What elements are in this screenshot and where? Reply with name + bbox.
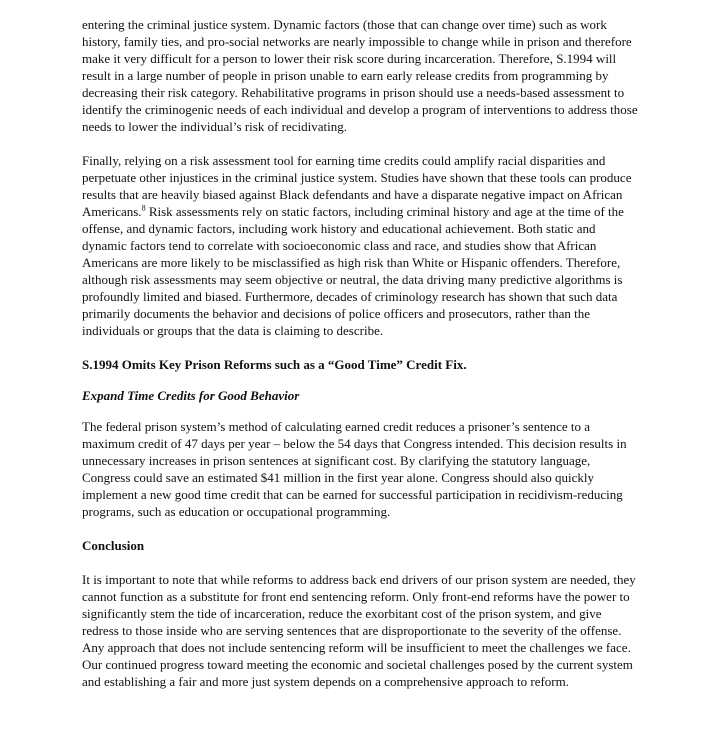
paragraph-conclusion: It is important to note that while reforms to address back end drivers of our prison system are needed, they cannot function as a substitute for front end sentencing reform. Only front-end reforms have the power to significantly stem the tide of incarceration, reduce the exorbitant cost of the prison system, and give redress to those inside who are serving sentences that are disproportionate to the severity of the offense. Any approach that does not include sentencing reform will be insufficient to meet the challenges we face. Our continued progress toward meeting the economic and societal challenges posed by the current system and establishing a fair and more just system depends on a comprehensive approach to reform. [82, 572, 636, 689]
section-heading-omitted-reforms: S.1994 Omits Key Prison Reforms such as a “Good Time” Credit Fix. [82, 357, 467, 372]
paragraph-risk-factors: entering the criminal justice system. Dynamic factors (those that can change over time) such as work history, family ties, and pro-social networks are nearly impossible to change while in prison and therefore make it very difficult for a person to lower their risk score during incarceration. Therefore, S.1994 will result in a large number of people in prison unable to earn early release credits from programming by decreasing their risk category. Rehabilitative programs in prison should use a needs-based assessment to identify the criminogenic needs of each individual and develop a program of interventions to address those needs to lower the individual’s risk of recidivating. [82, 17, 638, 134]
paragraph-text-start: Finally, relying on a risk assessment tool for earning time credits could amplify racial disparities and perpetuate other injustices in the criminal justice system. Studies have shown that these tools can produce results that are heavily biased against Black defendants and have a disparate negative impact on African Americans. [82, 153, 632, 219]
paragraph-spacer [82, 520, 638, 537]
paragraph-spacer [82, 373, 638, 387]
subheading-time-credits: Expand Time Credits for Good Behavior [82, 388, 300, 403]
paragraph-good-time-credit: The federal prison system’s method of calculating earned credit reduces a prisoner’s sentence to a maximum credit of 47 days per year – below the 54 days that Congress intended. This decision results in unnecessary increases in prison sentences at significant cost. By clarifying the statutory language, Congress could save an estimated $41 million in the first year alone. Congress should also quickly implement a new good time credit that can be earned for successful participation in recidivism-reducing programs, such as education or occupational programming. [82, 419, 627, 519]
paragraph-text-end: Risk assessments rely on static factors, including criminal history and age at the time of the offense, and dynamic factors, including work history and educational achievement. Both static and dynamic factors tend to correlate with socioeconomic class and race, and studies show that African Americans are more likely to be misclassified as high risk than White or Hispanic offenders. Therefore, although risk assessments may seem objective or neutral, the data driving many predictive algorithms is profoundly limited and biased. Furthermore, decades of criminology research has shown that such data primarily documents the behavior and decisions of police officers and prosecutors, rather than the individuals or groups that the data is claiming to describe. [82, 204, 624, 338]
document-page [82, 16, 638, 690]
section-heading-conclusion: Conclusion [82, 538, 145, 553]
paragraph-spacer [82, 339, 638, 356]
footnote-marker: 8 [141, 203, 146, 213]
paragraph-racial-disparities [82, 152, 638, 339]
paragraph-spacer [82, 404, 638, 418]
paragraph-spacer [82, 135, 638, 152]
paragraph-spacer [82, 554, 638, 571]
